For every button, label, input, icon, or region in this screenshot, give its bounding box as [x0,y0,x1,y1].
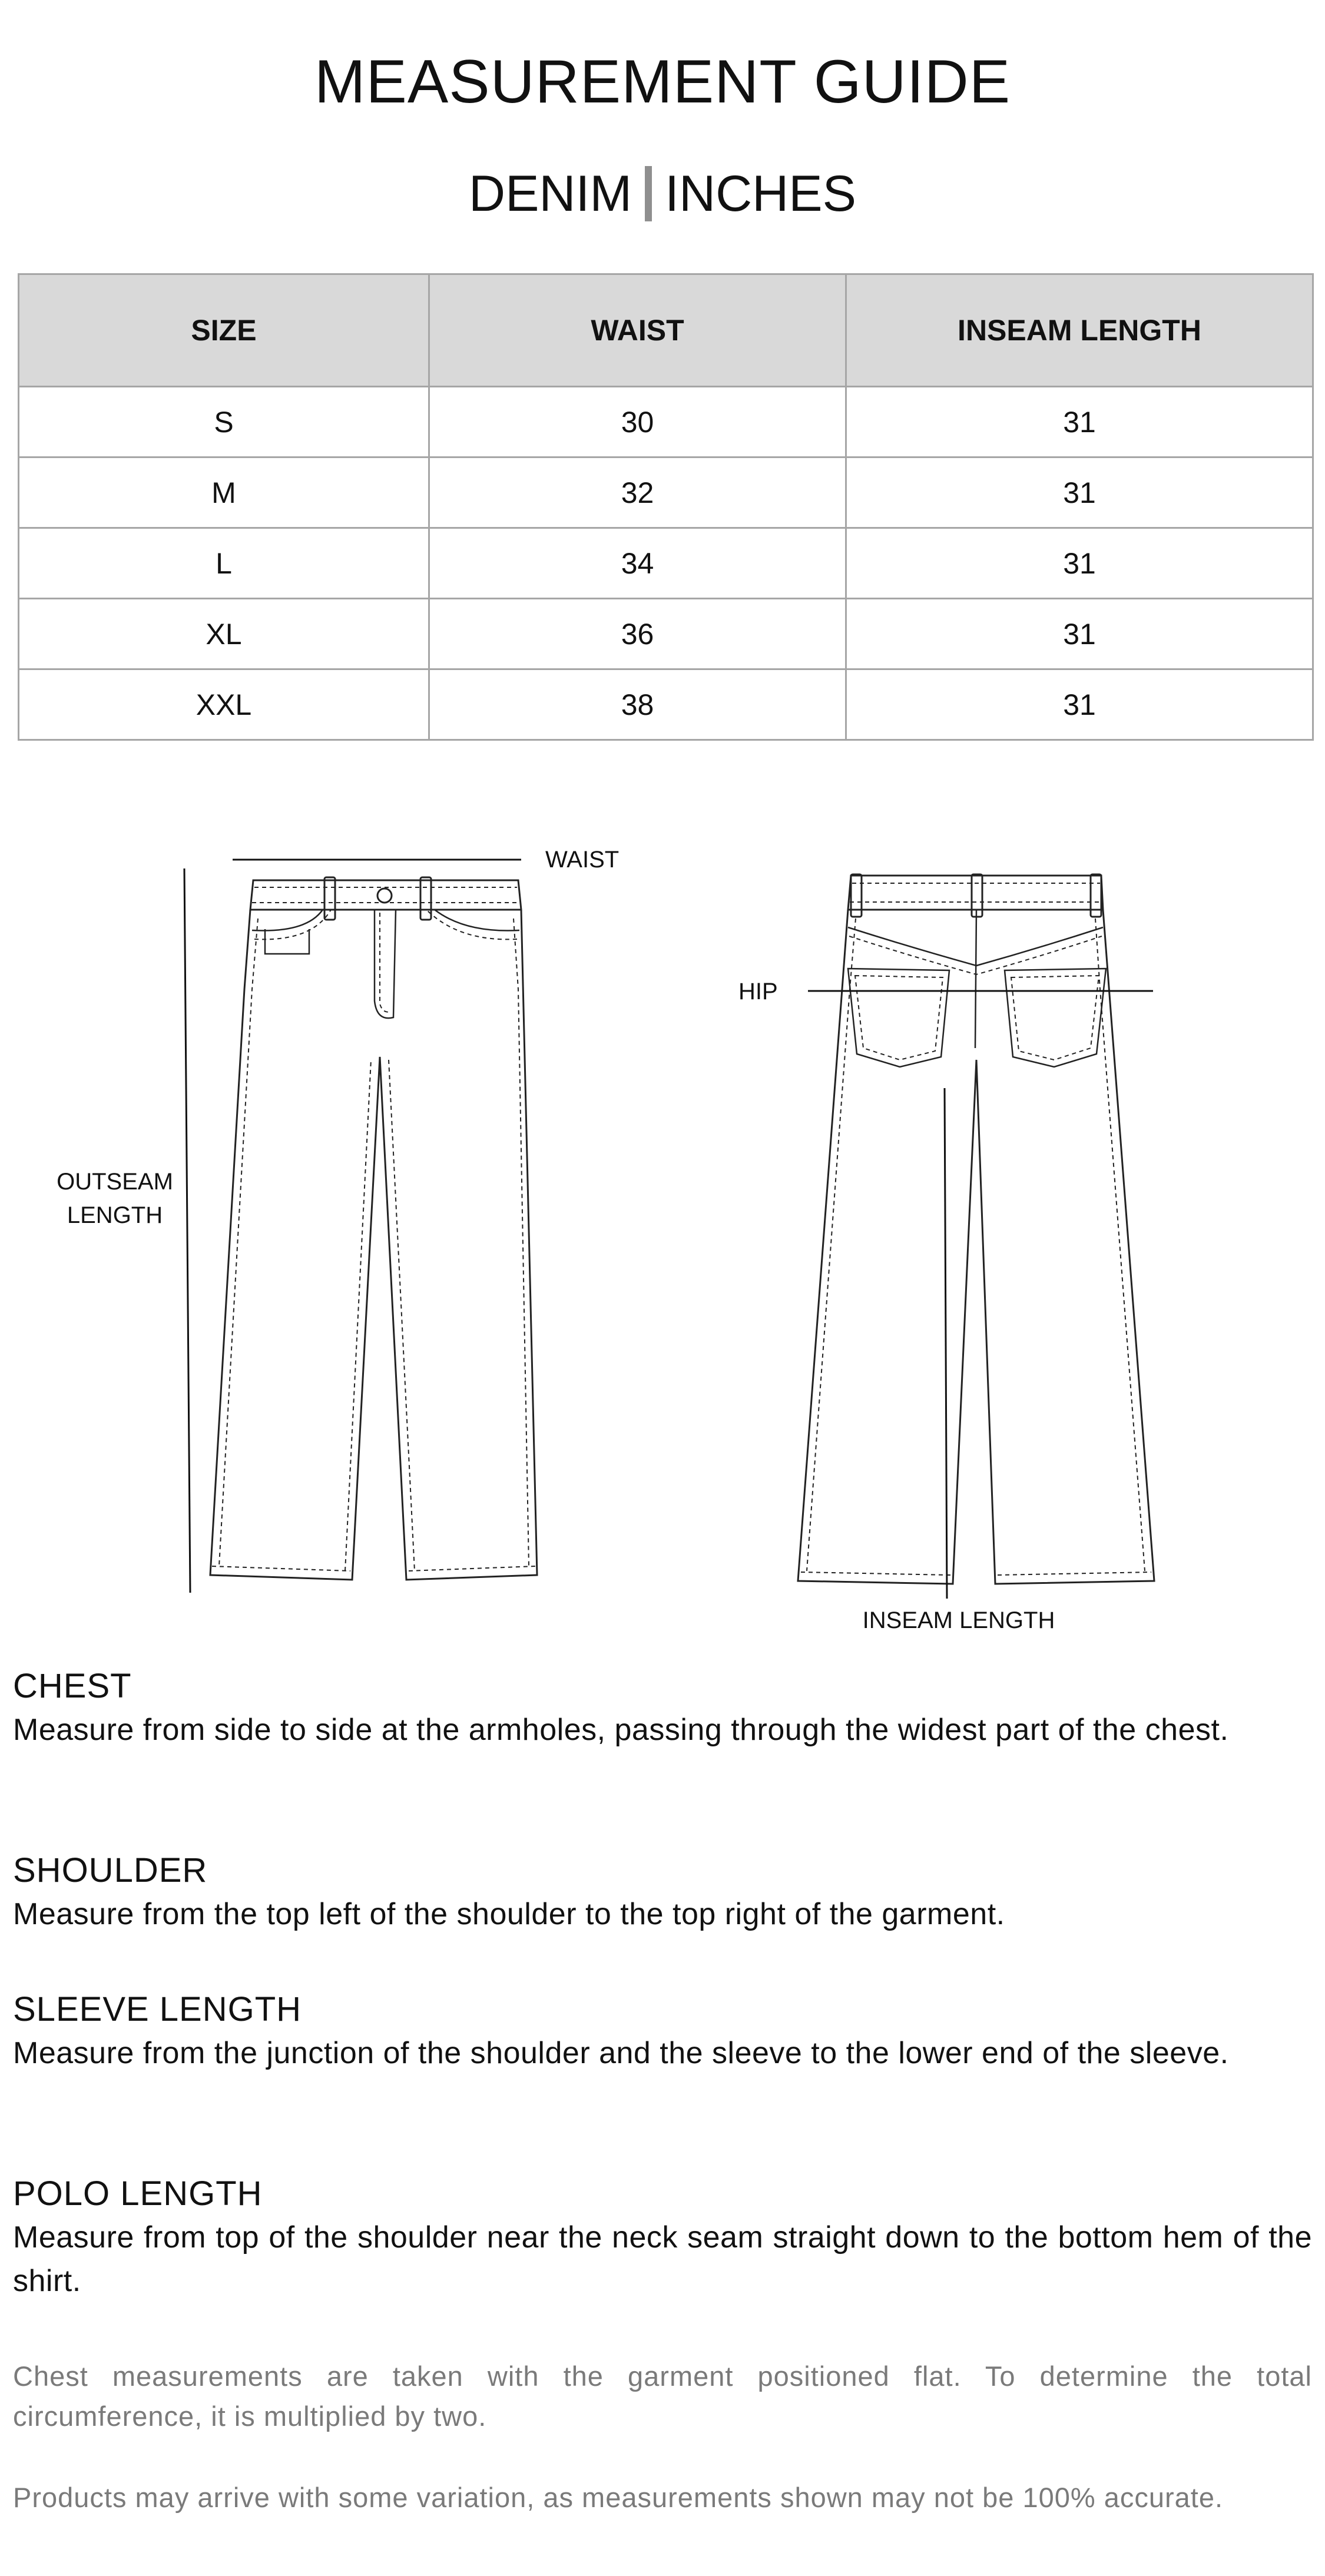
size-table [18,273,1314,741]
cell-inseam: 31 [846,528,1313,599]
outseam-label-line2: LENGTH [67,1202,163,1228]
unit-label: INCHES [665,165,857,222]
sleeve-length-title: SLEEVE LENGTH [13,1990,302,2028]
sleeve-length-description: Measure from the junction of the shoulder and the sleeve to the lower end of the sleeve. [13,2035,1229,2070]
subtitle-divider [645,166,652,221]
cell-inseam: 31 [846,599,1313,669]
table-row [19,387,1313,457]
table-row [19,528,1313,599]
cell-size: XXL [19,669,429,740]
cell-waist: 30 [429,387,846,457]
polo-length-section [13,2173,1312,2303]
flat-measurement-note: Chest measurements are taken with the garment positioned flat. To determine the total circumference, it is multiplied by two. [13,2360,1312,2432]
header-size: SIZE [19,274,429,387]
subtitle [0,166,1325,221]
chest-section [13,1665,1312,1752]
shoulder-description: Measure from the top left of the shoulder to the top right of the garment. [13,1897,1005,1931]
cell-waist: 38 [429,669,846,740]
table-row [19,669,1313,740]
chest-description: Measure from side to side at the armholes, passing through the widest part of the chest. [13,1712,1229,1747]
cell-size: S [19,387,429,457]
polo-length-title: POLO LENGTH [13,2174,263,2213]
inseam-measure-line [945,1088,947,1599]
outseam-label-line1: OUTSEAM [57,1169,173,1195]
table-row [19,599,1313,669]
polo-length-description: Measure from top of the shoulder near the neck seam straight down to the bottom hem of the shirt. [13,2220,1312,2298]
cell-size: L [19,528,429,599]
cell-waist: 34 [429,528,846,599]
cell-inseam: 31 [846,387,1313,457]
category-label: DENIM [468,165,632,222]
outseam-measure-line [184,868,190,1593]
cell-size: M [19,457,429,528]
inseam-label: INSEAM LENGTH [862,1607,1055,1633]
variation-disclaimer: Products may arrive with some variation, as measurements shown may not be 100% accurate. [13,2482,1224,2513]
cell-waist: 32 [429,457,846,528]
header-waist: WAIST [429,274,846,387]
page-title: MEASUREMENT GUIDE [314,48,1011,116]
table-row [19,457,1313,528]
jeans-back-illustration [798,874,1154,1584]
table-header-row [19,274,1313,387]
header-inseam-length: INSEAM LENGTH [846,274,1313,387]
chest-title: CHEST [13,1667,132,1705]
jeans-front-illustration [210,877,537,1580]
shoulder-title: SHOULDER [13,1851,208,1889]
sleeve-length-section [13,1988,1312,2075]
waist-label: WAIST [545,847,620,873]
hip-label: HIP [738,979,778,1004]
cell-inseam: 31 [846,669,1313,740]
cell-inseam: 31 [846,457,1313,528]
shoulder-section [13,1849,1312,1936]
cell-size: XL [19,599,429,669]
cell-waist: 36 [429,599,846,669]
jeans-diagram [0,813,1325,1649]
